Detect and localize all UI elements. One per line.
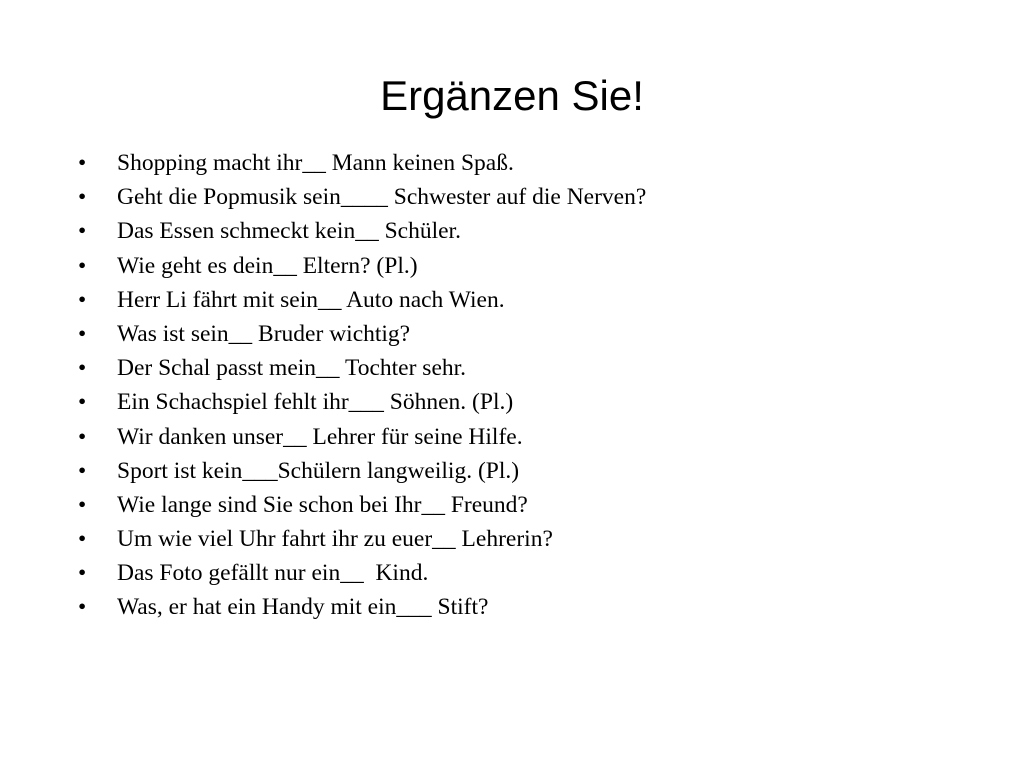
list-item-text: Wie lange sind Sie schon bei Ihr__ Freund? bbox=[117, 491, 528, 518]
list-item-text: Was, er hat ein Handy mit ein___ Stift? bbox=[117, 594, 489, 621]
list-item bbox=[78, 317, 646, 351]
bullet-icon: • bbox=[78, 423, 87, 450]
bullet-icon: • bbox=[78, 457, 87, 484]
list-item bbox=[78, 385, 646, 419]
list-item-text: Geht die Popmusik sein____ Schwester auf die Nerven? bbox=[117, 184, 647, 211]
bullet-icon: • bbox=[78, 491, 87, 518]
list-item-text: Wie geht es dein__ Eltern? (Pl.) bbox=[117, 252, 418, 279]
list-item-text: Das Foto gefällt nur ein__ Kind. bbox=[117, 560, 429, 587]
bullet-icon: • bbox=[78, 560, 87, 587]
list-item-text: Der Schal passt mein__ Tochter sehr. bbox=[117, 355, 467, 382]
list-item-text: Herr Li fährt mit sein__ Auto nach Wien. bbox=[117, 286, 505, 313]
list-item-text: Ein Schachspiel fehlt ihr___ Söhnen. (Pl.) bbox=[117, 389, 514, 416]
bullet-icon: • bbox=[78, 286, 87, 313]
bullet-icon: • bbox=[78, 594, 87, 621]
list-item bbox=[78, 522, 646, 556]
slide-title: Ergänzen Sie! bbox=[380, 72, 644, 119]
bullet-icon: • bbox=[78, 218, 87, 245]
bullet-icon: • bbox=[78, 526, 87, 553]
list-item bbox=[78, 146, 646, 180]
list-item bbox=[78, 249, 646, 283]
list-item-text: Um wie viel Uhr fahrt ihr zu euer__ Lehrerin? bbox=[117, 526, 553, 553]
bullet-icon: • bbox=[78, 320, 87, 347]
list-item-text: Wir danken unser__ Lehrer für seine Hilfe. bbox=[117, 423, 523, 450]
list-item bbox=[78, 556, 646, 590]
bullet-icon: • bbox=[78, 150, 87, 176]
list-item bbox=[78, 283, 646, 317]
list-item-text: Shopping macht ihr__ Mann keinen Spaß. bbox=[117, 150, 514, 176]
list-item bbox=[78, 454, 646, 488]
list-item-text: Das Essen schmeckt kein__ Schüler. bbox=[117, 218, 461, 245]
list-item bbox=[78, 180, 646, 214]
exercise-list bbox=[78, 146, 646, 625]
list-item bbox=[78, 590, 646, 624]
bullet-icon: • bbox=[78, 252, 87, 279]
bullet-icon: • bbox=[78, 184, 87, 211]
list-item-text: Sport ist kein___Schülern langweilig. (Pl.) bbox=[117, 457, 520, 484]
list-item bbox=[78, 214, 646, 248]
bullet-icon: • bbox=[78, 355, 87, 382]
list-item bbox=[78, 488, 646, 522]
list-item-text: Was ist sein__ Bruder wichtig? bbox=[117, 320, 411, 347]
bullet-icon: • bbox=[78, 389, 87, 416]
list-item bbox=[78, 351, 646, 385]
list-item bbox=[78, 420, 646, 454]
